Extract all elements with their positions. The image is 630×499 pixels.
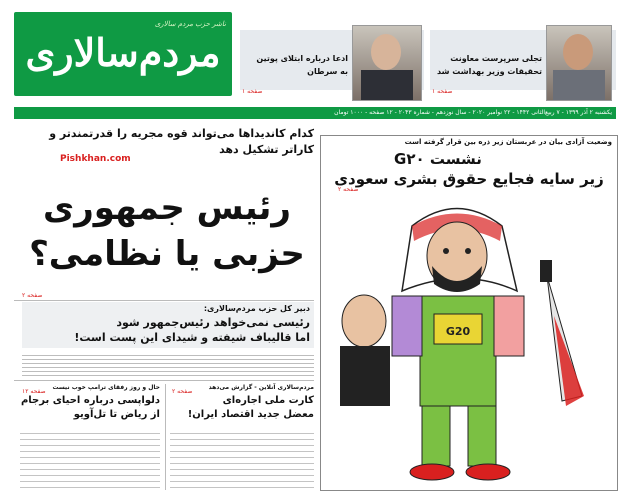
secretary-kicker: دبیر کل حزب مردم‌سالاری:	[203, 304, 310, 313]
cartoon-page: صفحه ۲	[338, 186, 359, 193]
cartoon-kicker: وضعیت آزادی بیان در عربستان زیر ذره بین قرار گرفته است	[404, 138, 612, 146]
divider	[14, 380, 314, 381]
putin-photo	[352, 25, 422, 101]
bottom-left-page: صفحه ۱۲	[22, 388, 46, 395]
bottom-right-kicker: مردم‌سالاری آنلاین - گزارش می‌دهد	[208, 384, 314, 391]
secretary-body-text	[22, 352, 314, 376]
column-divider	[165, 384, 166, 490]
lead-kicker: کدام کاندیداها می‌تواند قوه مجریه را قدرتمندتر و کارا‌تر تشکیل دهد	[49, 127, 314, 156]
bottom-left-kicker: حال و روز رفقای ترامپ خوب نیست	[52, 384, 160, 391]
newspaper-logo: مردم‌سالاری	[25, 30, 221, 75]
bottom-right-body-text	[170, 428, 314, 490]
teaser-minister-headline: تجلی سرپرست معاونت تحقیقات وزیر بهداشت شد	[437, 54, 542, 76]
cartoon-headline-line1: نشست G۲۰	[394, 150, 482, 168]
lead-headline-line1: رئیس جمهوری	[43, 188, 291, 228]
bottom-left-body-text	[20, 428, 160, 490]
pishkhan-watermark: Pishkhan.com	[60, 154, 131, 164]
secretary-line1: رئیسی نمی‌خواهد رئیس‌جمهور شود	[116, 316, 310, 329]
divider	[14, 300, 314, 301]
bottom-left-line1: دلواپسی درباره احیای برجام	[20, 395, 160, 406]
teaser-minister-page: صفحه ۱	[432, 88, 453, 95]
lead-headline-line2: حزبی یا نظامی؟	[29, 234, 305, 274]
cartoon-illustration	[322, 196, 616, 488]
bottom-right-page: صفحه ۲	[172, 388, 193, 395]
cartoon-headline-line2: زیر سایه فجایع حقوق بشری سعودی	[334, 170, 604, 188]
secretary-line2: اما قالیباف شیفته و شیدای این پست است!	[74, 331, 310, 344]
bottom-right-line1: کارت ملی اجاره‌ای	[222, 395, 314, 406]
teaser-putin-page: صفحه ۱	[242, 88, 263, 95]
bottom-right-line2: معضل جدید اقتصاد ایران!	[187, 409, 314, 420]
lead-page: صفحه ۲	[22, 292, 43, 299]
date-bar: یکشنبه ۲ آذر ۱۳۹۹ - ۷ ربیع‌الثانی ۱۴۴۲ - ۲۲ نوامبر ۲۰۲۰ - سال نوزدهم - شماره ۲۰۴۳ - ۱۲ صفحه - ۱۰۰۰ تومان	[14, 107, 616, 119]
bottom-left-line2: از ریاض تا تل‌آویو	[73, 409, 160, 420]
teaser-putin-headline: ادعا درباره ابتلای پوتین به سرطان	[256, 54, 348, 76]
g20-badge: G20	[445, 325, 471, 338]
masthead-tagline: ناشر حزب مردم سالاری	[154, 20, 226, 28]
minister-photo	[546, 25, 612, 101]
